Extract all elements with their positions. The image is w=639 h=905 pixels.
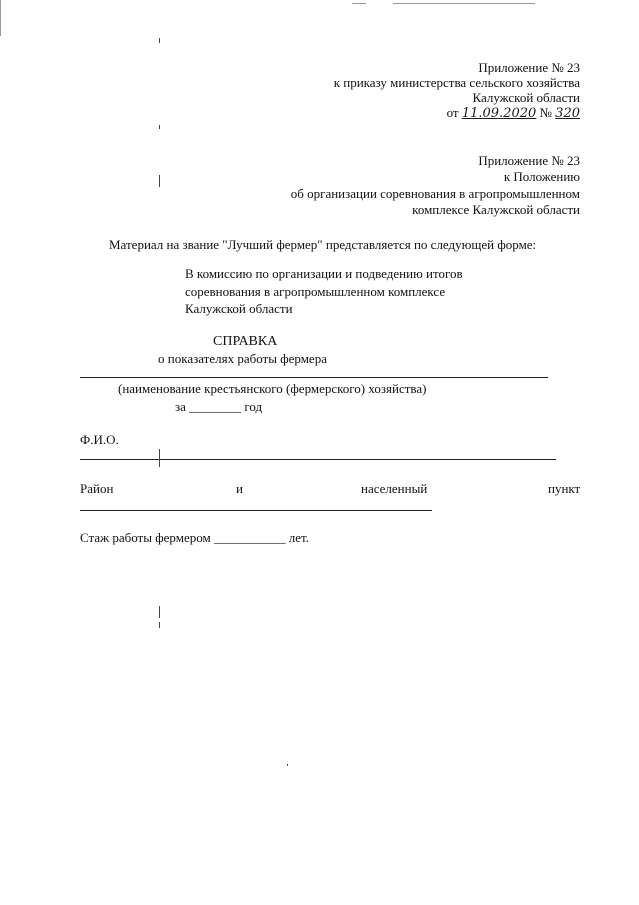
appendix-number: Приложение № 23 <box>478 60 580 75</box>
intro-sentence: Материал на звание "Лучший фермер" представляется по следующей форме: <box>109 237 537 252</box>
regulation-title-line1: об организации соревнования в агропромышленном <box>290 186 580 201</box>
scan-speck <box>287 764 288 766</box>
scan-speck <box>159 622 160 628</box>
district-blank <box>80 510 432 511</box>
experience-line <box>80 530 309 546</box>
scan-artifact-line <box>393 3 535 4</box>
form-title: СПРАВКА <box>213 334 278 349</box>
farm-name-caption: (наименование крестьянского (фермерского) хозяйства) <box>118 381 427 396</box>
farm-name-blank <box>80 377 548 378</box>
experience-prefix: Стаж работы фермером <box>80 530 211 545</box>
number-prefix: № <box>539 105 552 120</box>
scan-speck <box>159 38 160 43</box>
district-word: Район <box>80 481 114 496</box>
fio-blank <box>80 459 556 460</box>
settlement-word: населенный <box>361 481 428 496</box>
appendix-region: Калужской области <box>472 90 580 105</box>
date-prefix: от <box>446 105 459 120</box>
scan-speck <box>159 175 160 187</box>
scan-speck <box>159 125 160 129</box>
handwritten-date: 11.09.2020 <box>461 106 537 121</box>
scan-speck <box>159 606 160 618</box>
addressee-line1: В комиссию по организации и подведению итогов <box>185 266 463 281</box>
experience-blank: ___________ <box>213 530 286 545</box>
point-word: пункт <box>548 481 581 496</box>
appendix-order-reference: к приказу министерства сельского хозяйства <box>333 75 580 90</box>
regulation-appendix-number: Приложение № 23 <box>478 153 580 168</box>
scan-speck <box>159 449 160 467</box>
addressee-line3: Калужской области <box>185 301 293 316</box>
appendix-date-line <box>447 105 580 121</box>
regulation-reference: к Положению <box>503 169 580 184</box>
year-line <box>175 399 262 415</box>
year-prefix: за <box>175 399 186 414</box>
form-subtitle: о показателях работы фермера <box>158 351 327 366</box>
year-suffix: год <box>244 399 263 414</box>
regulation-title-line2: комплексе Калужской области <box>412 202 580 217</box>
handwritten-number: 320 <box>555 106 580 121</box>
experience-suffix: лет. <box>288 530 309 545</box>
year-blank: ________ <box>189 399 242 414</box>
addressee-line2: соревнования в агропромышленном комплексе <box>185 284 446 299</box>
fio-label: Ф.И.О. <box>80 432 119 447</box>
scan-edge-mark <box>0 0 1 36</box>
scan-artifact-line <box>352 3 366 4</box>
and-word: и <box>236 481 243 496</box>
